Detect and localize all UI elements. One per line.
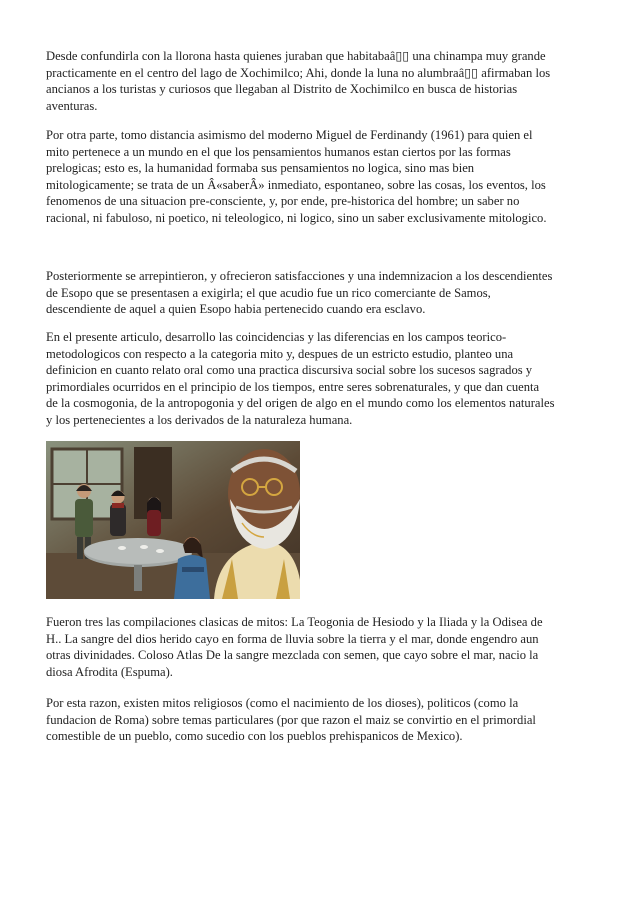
text-line: metodologicos con respecto a la categoria mito y, despues de un estricto estudio, planteo una — [46, 346, 514, 361]
paragraph-2 — [46, 127, 598, 226]
paragraph-6 — [46, 695, 598, 745]
text-line: otras divinidades. Coloso Atlas De la sangre mezclada con semen, que cayo sobre el mar, nacio la — [46, 648, 539, 662]
text-line: practicamente en el centro del lago de Xochimilco; Ahi, donde la luna no alumbraâ▯▯ afirmaban los — [46, 65, 551, 80]
text-line: comestible de un pueblo, como sucedio con los pueblos prehispanicos de Mexico). — [46, 729, 463, 743]
text-line: de Esopo que se presentasen a exigirla; el que acudio fue un rico comerciante de Samos, — [46, 285, 491, 300]
paragraph-5 — [46, 614, 598, 680]
text-line: y los pertenecientes a los derivados de la naturaleza humana. — [46, 412, 353, 427]
text-line: definicion en cuanto relato oral como una practica discursiva social sobre los sucesos sagrados y — [46, 363, 533, 377]
text-line: diosa Afrodita (Espuma). — [46, 664, 173, 679]
paragraph-4 — [46, 329, 598, 428]
text-line: mitologicamente; se trata de un Â«saberÂ» inmediato, espontaneo, sobre las cosas, los eventos, los — [46, 177, 546, 192]
text-line: primordiales ocurridos en el principio de los tiempos, entre seres sobrenaturales, y que dan cuenta — [46, 379, 540, 394]
text-line: Por esta razon, existen mitos religiosos (como el nacimiento de los dioses), politicos (como la — [46, 696, 519, 710]
text-line: En el presente articulo, desarrollo las coincidencias y las diferencias en los campos teorico- — [46, 330, 507, 344]
figure-seated — [147, 497, 161, 536]
text-line: descendiente de aquel a quien Esopo habia pertenecido cuando era esclavo. — [46, 302, 426, 316]
text-line: ancianos a los turistas y curiosos que llegaban al Distrito de Xochimilco en busca de historias — [46, 82, 518, 96]
paragraph-1 — [46, 48, 598, 114]
paragraph-3 — [46, 268, 598, 318]
text-line: Posteriormente se arrepintieron, y ofrecieron satisfacciones y una indemnizacion a los descendientes — [46, 269, 553, 283]
text-line: Por otra parte, tomo distancia asimismo del moderno Miguel de Ferdinandy (1961) para quien el — [46, 128, 533, 142]
illustration-image — [46, 441, 300, 599]
text-line: H.. La sangre del dios herido cayo en forma de lluvia sobre la tierra y el mar, donde engendro aun — [46, 631, 539, 646]
text-line: racional, ni fabuloso, ni poetico, ni teleologico, ni logico, sino un saber exclusivamente mitologico. — [46, 210, 547, 225]
text-line: Desde confundirla con la llorona hasta quienes juraban que habitabaâ▯▯ una chinampa muy grande — [46, 49, 546, 63]
text-line: aventuras. — [46, 98, 98, 113]
text-line: fenomenos de una situacion pre-consciente, y, por ende, pre-historica del hombre; un saber no — [46, 194, 520, 208]
text-line: Fueron tres las compilaciones clasicas de mitos: La Teogonia de Hesiodo y la Iliada y la Odisea de — [46, 615, 543, 629]
text-line: fundacion de Roma) sobre temas particulares (por que razon el maiz se convirtio en el primordial — [46, 712, 536, 727]
text-line: de la cosmogonia, de la antropogonia y del origen de algo en el mundo como los elementos naturales — [46, 396, 555, 410]
text-line: prelogicas; esto es, la humanidad formaba sus pensamientos no logica, sino mas bien — [46, 161, 475, 175]
figure-center — [110, 491, 126, 537]
text-line: mito pertenece a un mundo en el que los pensamientos humanos estan ciertos por las formas — [46, 144, 511, 159]
